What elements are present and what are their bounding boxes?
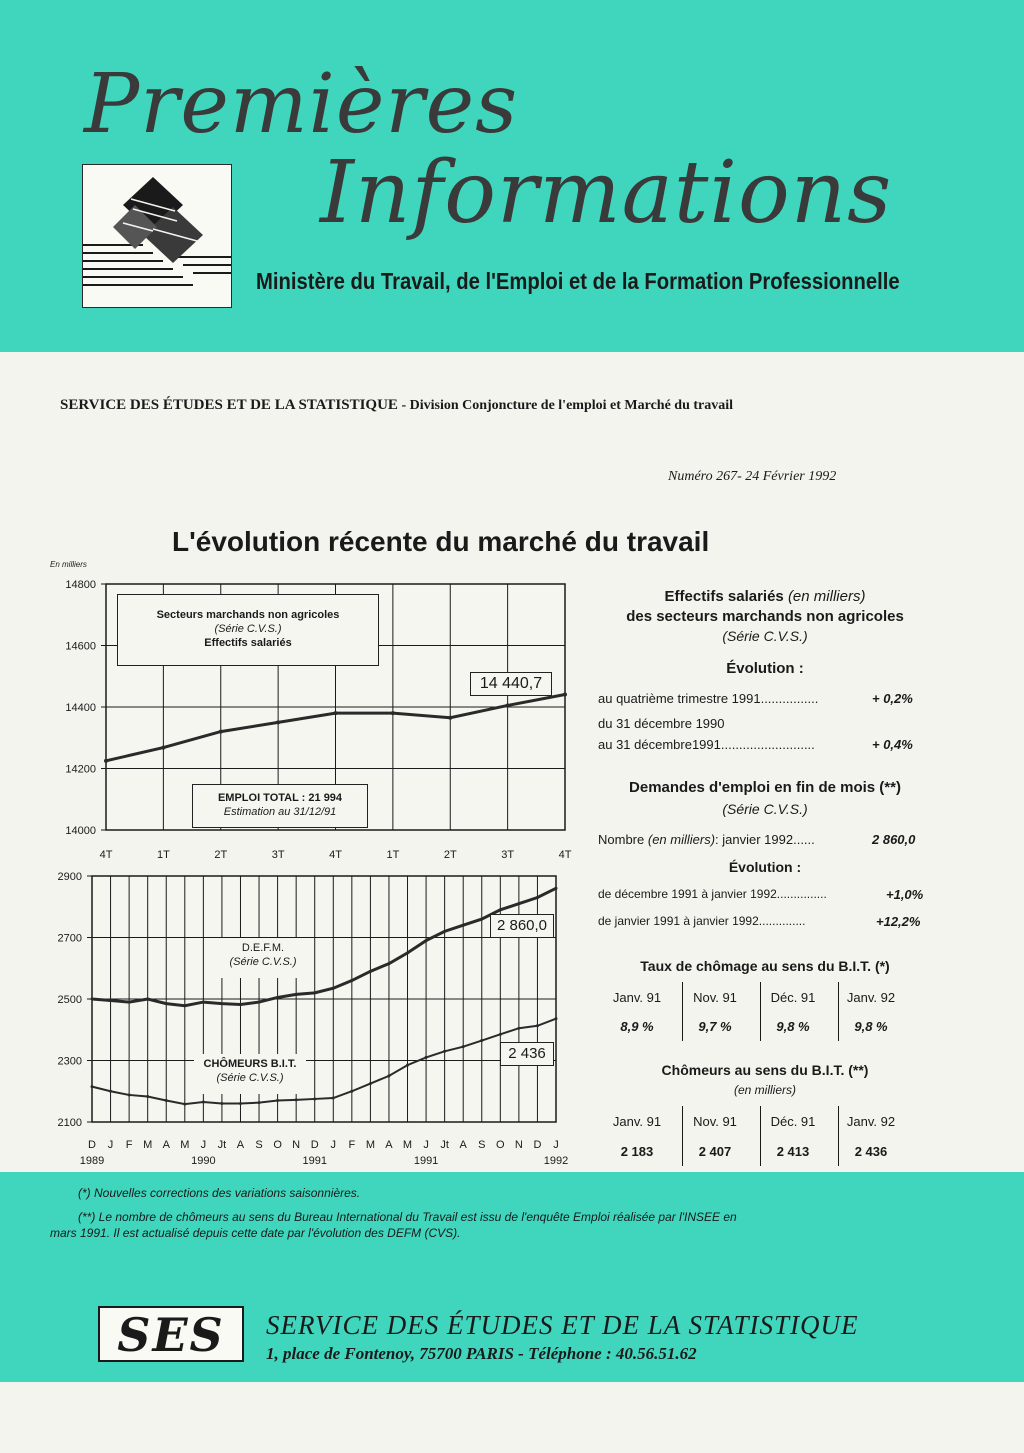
nombre-unit: (en milliers) xyxy=(647,832,716,847)
effectifs-title: Effectifs salariés xyxy=(664,588,784,605)
chart2-month-label: N xyxy=(292,1139,301,1151)
chart2-year-label: 1991 xyxy=(413,1155,439,1167)
chart1-point xyxy=(448,716,452,720)
chart2-y-tick-label: 2700 xyxy=(57,932,82,945)
effectifs-heading-line2: des secteurs marchands non agricoles xyxy=(626,608,904,625)
chart2-point xyxy=(555,1017,558,1020)
chart2-y-tick-label: 2500 xyxy=(57,994,82,1006)
bit-end-label: 2 436 xyxy=(500,1042,554,1066)
chomeurs-header: Janv. 91 xyxy=(612,1114,662,1129)
taux-header: Déc. 91 xyxy=(770,990,816,1005)
chart1-y-tick-label: 14800 xyxy=(65,579,96,591)
chart2-month-label: J xyxy=(107,1139,114,1151)
chart1-point xyxy=(161,746,165,750)
chart2-point xyxy=(369,1082,372,1085)
chart2-point xyxy=(536,896,539,899)
chart-unit-label: En milliers xyxy=(50,560,87,569)
chomeurs-header: Déc. 91 xyxy=(770,1114,816,1129)
chart2-month-label: J xyxy=(423,1139,429,1151)
taux-header: Nov. 91 xyxy=(693,990,737,1005)
chart1-x-tick-label: 2T xyxy=(443,849,457,861)
chart2-point xyxy=(406,951,409,954)
chart2-month-label: M xyxy=(365,1139,375,1151)
chart2-month-label: O xyxy=(496,1139,505,1151)
chart2-point xyxy=(425,1056,428,1059)
chart2-point xyxy=(462,1045,465,1048)
chart1-y-tick-label: 14400 xyxy=(65,702,96,714)
footnote-1: (*) Nouvelles corrections des variations saisonnières. xyxy=(78,1186,361,1200)
chart2-point xyxy=(295,993,298,996)
division-name: - Division Conjoncture de l'emploi et Marché du travail xyxy=(397,398,734,413)
chart1-point xyxy=(334,711,338,715)
footer-address: 1, place de Fontenoy, 75700 PARIS - Téléphone : 40.56.51.62 xyxy=(266,1344,697,1363)
publication-title-line2: Informations xyxy=(320,143,893,243)
taux-value: 9,7 % xyxy=(698,1019,732,1034)
chart1-y-tick-label: 14200 xyxy=(65,763,96,776)
chart2-y-tick-label: 2100 xyxy=(57,1117,82,1129)
chart1-x-tick-label: 4T xyxy=(558,849,572,861)
chart1-point xyxy=(104,759,108,763)
chart2-point xyxy=(165,1002,168,1005)
chart2-y-tick-label: 2900 xyxy=(57,871,82,883)
chart2-point xyxy=(165,1099,168,1102)
chart2-y-tick-label: 2300 xyxy=(57,1055,82,1068)
nombre-value: 2 860,0 xyxy=(872,832,916,847)
effectifs-unit: (en milliers) xyxy=(787,588,866,605)
chart2-point xyxy=(462,924,465,927)
effectifs-serie: (Série C.V.S.) xyxy=(722,628,808,644)
chart2-point xyxy=(202,1101,205,1104)
chart2-point xyxy=(480,918,483,921)
chart2-point xyxy=(202,1001,205,1004)
evolution2-heading: Évolution : xyxy=(728,859,802,875)
chart2-month-label: A xyxy=(162,1139,170,1151)
ses-logo: SES xyxy=(98,1306,244,1362)
nombre-suffix: : janvier 1992...... xyxy=(715,832,815,847)
chart2-point xyxy=(387,962,390,965)
chart2-month-label: J xyxy=(200,1139,207,1151)
table-column-separator xyxy=(760,1106,761,1166)
evol4-label: de janvier 1991 à janvier 1992.............. xyxy=(598,914,806,928)
table-column-separator xyxy=(682,1106,683,1166)
chart2-point xyxy=(109,1090,112,1093)
demandes-serie: (Série C.V.S.) xyxy=(722,801,808,817)
issue-number: Numéro 267- 24 Février 1992 xyxy=(668,469,837,484)
chart2-point xyxy=(406,1064,409,1067)
footnote-2a: (**) Le nombre de chômeurs au sens du Bureau International du Travail est issu de l'enquête Emploi réalisée par l'INSEE en xyxy=(78,1210,737,1224)
chart-title-line1: Secteurs marchands non agricoles xyxy=(156,609,340,621)
chart2-month-label: F xyxy=(125,1139,133,1151)
taux-header: Janv. 92 xyxy=(846,990,896,1005)
chomeurs-unit: (en milliers) xyxy=(733,1083,796,1097)
chart2-year-label: 1990 xyxy=(191,1155,216,1167)
chart1-point xyxy=(219,730,223,734)
chart2-point xyxy=(369,970,372,973)
chart2-point xyxy=(109,999,112,1002)
chomeurs-value: 2 436 xyxy=(854,1144,888,1159)
chart2-point xyxy=(517,902,520,905)
chart1-x-tick-label: 3T xyxy=(501,849,515,861)
chart2-point xyxy=(313,1097,316,1100)
chart2-month-label: J xyxy=(330,1139,337,1151)
chart-title-box xyxy=(117,594,379,666)
chart2-point xyxy=(183,1103,186,1106)
chart2-year-label: 1992 xyxy=(543,1155,569,1167)
chart2-month-label: A xyxy=(385,1139,393,1151)
nombre-row xyxy=(598,832,815,847)
service-name: SERVICE DES ÉTUDES ET DE LA STATISTIQUE xyxy=(60,397,398,413)
chart2-point xyxy=(91,1085,94,1088)
chart1-x-tick-label: 4T xyxy=(99,849,113,861)
ministry-name: Ministère du Travail, de l'Emploi et de la Formation Professionnelle xyxy=(256,268,900,294)
chart2-point xyxy=(276,1099,279,1102)
chart2-point xyxy=(183,1004,186,1007)
footnote-2b: mars 1991. Il est actualisé depuis cette date par l'évolution des DEFM (CVS). xyxy=(50,1226,461,1240)
chart2-month-label: M xyxy=(402,1139,413,1151)
table-column-separator xyxy=(838,1106,839,1166)
chart2-month-label: D xyxy=(533,1139,542,1151)
chomeurs-header: Janv. 92 xyxy=(846,1114,896,1129)
defm-series-label xyxy=(214,938,312,978)
chart2-month-label: A xyxy=(459,1139,467,1151)
evol1-label: au quatrième trimestre 1991................ xyxy=(598,691,819,706)
chart2-point xyxy=(91,998,94,1001)
chomeurs-value: 2 413 xyxy=(776,1144,810,1159)
chart2-point xyxy=(499,908,502,911)
chart1-x-tick-label: 2T xyxy=(214,849,228,861)
defm-end-label: 2 860,0 xyxy=(490,914,554,938)
emploi-total-note: Estimation au 31/12/91 xyxy=(223,805,337,818)
chart2-month-label: F xyxy=(348,1139,356,1151)
chart2-point xyxy=(536,1024,539,1027)
table-column-separator xyxy=(838,982,839,1041)
chart2-point xyxy=(128,1001,131,1004)
chart2-month-label: A xyxy=(236,1139,245,1151)
chart1-point xyxy=(391,711,395,715)
emploi-total-box xyxy=(192,784,368,828)
taux-heading: Taux de chômage au sens du B.I.T. (*) xyxy=(640,958,890,974)
bit-name: CHÔMEURS B.I.T. xyxy=(203,1058,297,1070)
chart1-y-tick-label: 14600 xyxy=(65,640,96,653)
chart-title-line2: (Série C.V.S.) xyxy=(214,622,282,635)
chart2-point xyxy=(146,998,149,1001)
chart2-point xyxy=(239,1003,242,1006)
chart2-point xyxy=(555,887,558,890)
emploi-total-label: EMPLOI TOTAL : 21 994 xyxy=(217,792,343,804)
chomeurs-heading: Chômeurs au sens du B.I.T. (**) xyxy=(661,1062,869,1078)
chart1-x-tick-label: 4T xyxy=(329,849,342,861)
chart1-point xyxy=(276,720,280,724)
chart2-point xyxy=(258,1001,261,1004)
chart2-point xyxy=(517,1027,520,1030)
defm-name: D.E.F.M. xyxy=(241,942,285,954)
chart2-month-label: J xyxy=(553,1139,559,1151)
evolution-heading: Évolution : xyxy=(726,660,804,677)
chart2-point xyxy=(443,1050,446,1053)
evol4-value: +12,2% xyxy=(876,914,921,929)
chart2-point xyxy=(350,1090,353,1093)
chart2-point xyxy=(276,996,279,999)
chomeurs-value: 2 183 xyxy=(620,1144,654,1159)
footer-service-name: SERVICE DES ÉTUDES ET DE LA STATISTIQUE xyxy=(266,1310,859,1340)
chart2-month-label: D xyxy=(88,1139,96,1151)
chart2-point xyxy=(220,1102,223,1105)
chomeurs-header: Nov. 91 xyxy=(693,1114,737,1129)
evol3-value: +1,0% xyxy=(886,887,924,902)
chart2-month-label: D xyxy=(310,1139,319,1151)
chart2-point xyxy=(128,1093,131,1096)
chomeurs-value: 2 407 xyxy=(698,1144,732,1159)
chart2-month-label: M xyxy=(143,1139,153,1151)
chart2-month-label: O xyxy=(273,1139,282,1151)
chart2-point xyxy=(387,1074,390,1077)
taux-value: 9,8 % xyxy=(776,1019,810,1034)
chart1-y-tick-label: 14000 xyxy=(65,825,96,837)
chart2-month-label: S xyxy=(478,1139,486,1151)
evol3-label: de décembre 1991 à janvier 1992............... xyxy=(598,887,827,901)
demandes-heading: Demandes d'emploi en fin de mois (**) xyxy=(629,779,901,796)
chart1-x-tick-label: 3T xyxy=(271,849,285,861)
defm-subtitle: (Série C.V.S.) xyxy=(229,955,297,968)
evol1-value: + 0,2% xyxy=(872,691,913,706)
chart2-point xyxy=(258,1101,261,1104)
publication-title-line1: Premières xyxy=(84,57,519,152)
chart2-point xyxy=(332,1097,335,1100)
chart2-point xyxy=(425,939,428,942)
chart2-month-label: M xyxy=(180,1139,190,1151)
chart1-point xyxy=(563,692,567,696)
nombre-label: Nombre xyxy=(598,832,645,847)
chart2-point xyxy=(239,1102,242,1105)
chart2-point xyxy=(313,991,316,994)
chart2-month-label: N xyxy=(514,1139,523,1151)
chart1-x-tick-label: 1T xyxy=(156,849,170,861)
chart2-point xyxy=(332,987,335,990)
chart1-x-tick-label: 1T xyxy=(386,849,400,861)
chart-title-line3: Effectifs salariés xyxy=(204,636,292,649)
chart1-point xyxy=(506,703,510,707)
chart2-point xyxy=(350,979,353,982)
bit-series-label xyxy=(194,1054,306,1094)
evol2-value: + 0,4% xyxy=(872,737,913,752)
effectifs-heading xyxy=(600,588,930,605)
page-title: L'évolution récente du marché du travail xyxy=(172,526,710,557)
chart2-month-label: S xyxy=(255,1139,263,1151)
table-column-separator xyxy=(760,982,761,1041)
chart2-year-label: 1989 xyxy=(79,1155,105,1167)
evol2-label-a: du 31 décembre 1990 xyxy=(598,716,725,731)
chart2-year-label: 1991 xyxy=(302,1155,327,1167)
chart2-point xyxy=(443,930,446,933)
chart2-point xyxy=(480,1039,483,1042)
evol2-label-b: au 31 décembre1991.......................... xyxy=(598,737,815,752)
chart2-point xyxy=(295,1098,298,1101)
end-value-label: 14 440,7 xyxy=(470,672,552,696)
taux-header: Janv. 91 xyxy=(612,990,662,1005)
chart2-point xyxy=(499,1033,502,1036)
chart2-point xyxy=(146,1095,149,1098)
chart2-month-label: Jt xyxy=(217,1139,227,1151)
bit-subtitle: (Série C.V.S.) xyxy=(216,1071,284,1084)
taux-value: 8,9 % xyxy=(620,1019,654,1034)
chart2-month-label: Jt xyxy=(440,1139,449,1151)
taux-value: 9,8 % xyxy=(854,1019,888,1034)
table-column-separator xyxy=(682,982,683,1041)
chart2-point xyxy=(220,1002,223,1005)
